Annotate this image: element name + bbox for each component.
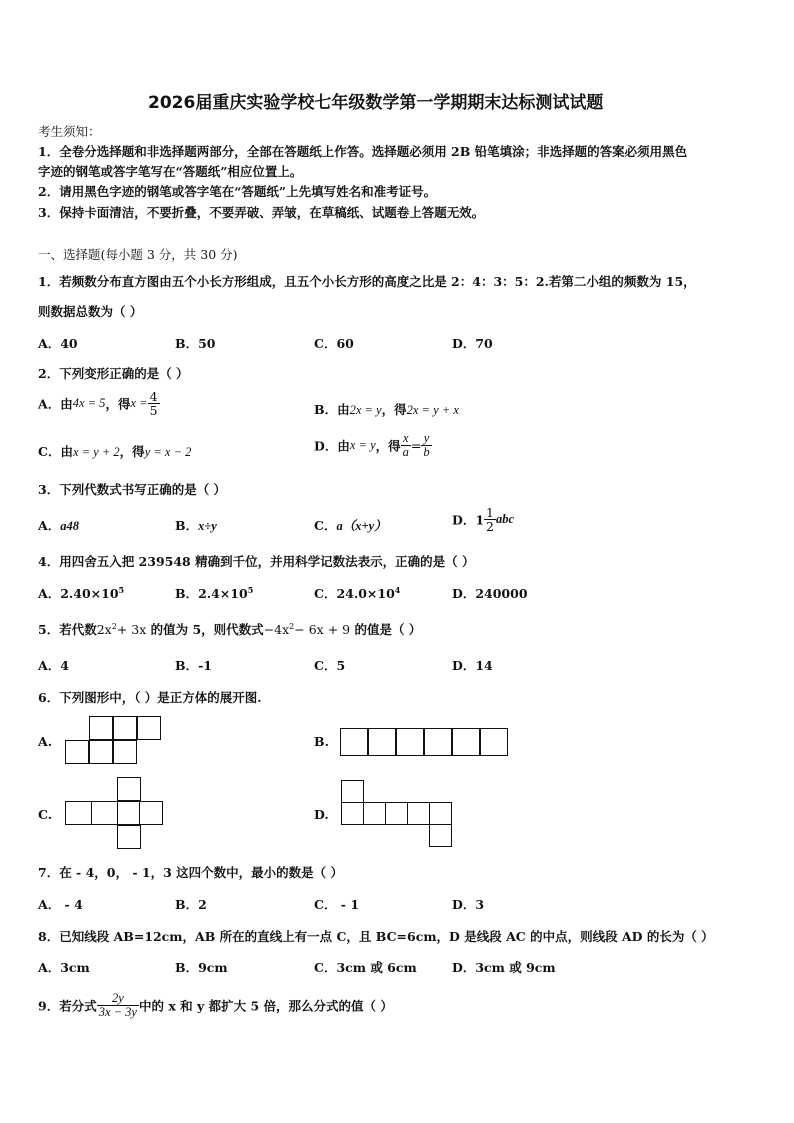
q2-d-num2: y bbox=[421, 432, 431, 446]
q9-pre: 9．若分式 bbox=[38, 998, 97, 1014]
notice-line-3: 3．保持卡面清洁，不要折叠，不要弄破、弄皱，在草稿纸、试题卷上答题无效。 bbox=[38, 205, 485, 220]
q6-option-d-label: D. bbox=[314, 807, 329, 822]
q5-post: 的值是（ ） bbox=[354, 622, 422, 637]
q2-d-eqsign: = bbox=[410, 438, 422, 454]
q3-a-expr: a48 bbox=[60, 519, 79, 533]
q5-option-a: A．4 bbox=[38, 658, 69, 673]
q7-option-c: C． - 1 bbox=[314, 897, 360, 912]
q5-text bbox=[38, 620, 421, 638]
q6-net-c bbox=[65, 777, 165, 851]
notice-heading: 考生须知： bbox=[38, 124, 101, 139]
q6-option-b-label: B. bbox=[314, 734, 329, 749]
q2-text: 2．下列变形正确的是（ ） bbox=[38, 366, 189, 381]
net-b-square bbox=[340, 728, 368, 756]
q3-d-expr: abc bbox=[496, 512, 515, 527]
q3-option-b bbox=[175, 516, 217, 534]
q2-d-eq: x = y bbox=[349, 438, 376, 453]
section-heading: 一、选择题(每小题 3 分，共 30 分) bbox=[38, 247, 238, 262]
net-c-square bbox=[65, 801, 93, 825]
q2-a-pre: A．由 bbox=[38, 396, 73, 412]
net-c-square bbox=[117, 777, 141, 801]
q4-text: 4．用四舍五入把 239548 精确到千位，并用科学记数法表示，正确的是（ ） bbox=[38, 554, 475, 569]
q3-d-pre: D．1 bbox=[452, 512, 485, 528]
q4-b-base: B．2.4×10 bbox=[175, 586, 248, 601]
q1-text-b: 则数据总数为（ ） bbox=[38, 304, 143, 319]
notice-line-1a: 1．全卷分选择题和非选择题两部分，全部在答题纸上作答。选择题必须用 2B 铅笔填涂；非选择题的答案必须用黑色 bbox=[38, 144, 688, 159]
q4-a-base: A．2.40×10 bbox=[38, 586, 119, 601]
net-a-square bbox=[89, 740, 113, 764]
net-a-square bbox=[89, 716, 113, 740]
net-d-square bbox=[363, 802, 386, 825]
notice-line-1b: 字迹的钢笔或答字笔写在“答题纸”相应位置上。 bbox=[38, 164, 303, 179]
q4-option-b bbox=[175, 584, 253, 602]
q1-option-b: B．50 bbox=[175, 336, 216, 351]
net-d-square bbox=[385, 802, 408, 825]
q1-option-a: A．40 bbox=[38, 336, 78, 351]
notice-line-2: 2．请用黑色字迹的钢笔或答字笔在“答题纸”上先填写姓名和准考证号。 bbox=[38, 184, 437, 199]
q8-text: 8．已知线段 AB=12cm，AB 所在的直线上有一点 C，且 BC=6cm，D 是线段 AC 的中点，则线段 AD 的长为（ ） bbox=[38, 929, 714, 944]
q5-mid: 的值为 5，则代数式 bbox=[150, 622, 264, 637]
q2-a-mid: ，得 bbox=[105, 396, 131, 412]
q5-option-d: D．14 bbox=[452, 658, 493, 673]
net-a-square bbox=[113, 716, 137, 740]
q2-b-eq: 2x = y bbox=[349, 403, 382, 417]
q4-option-d: D．240000 bbox=[452, 586, 528, 601]
q2-option-a bbox=[38, 390, 160, 417]
q7-option-b: B．2 bbox=[175, 897, 207, 912]
q9-num: 2y bbox=[97, 992, 139, 1006]
q2-c-pre: C．由 bbox=[38, 444, 73, 459]
q2-option-b bbox=[314, 400, 459, 418]
net-a-square bbox=[137, 716, 161, 740]
q3-option-d bbox=[452, 506, 514, 533]
q2-b-mid: ，得 bbox=[381, 402, 407, 417]
q6-net-d bbox=[341, 780, 456, 850]
q2-a-x: x = bbox=[130, 396, 148, 411]
q2-c-eq: x = y + 2 bbox=[72, 445, 120, 459]
q1-option-d: D．70 bbox=[452, 336, 493, 351]
q5-option-c: C．5 bbox=[314, 658, 346, 673]
q3-option-a bbox=[38, 516, 79, 534]
q8-option-c: C．3cm 或 6cm bbox=[314, 960, 417, 975]
q1-text-a: 1．若频数分布直方图由五个小长方形组成，且五个小长方形的高度之比是 2：4：3：5：2.若第二小组的频数为 15， bbox=[38, 274, 696, 289]
net-c-square bbox=[117, 801, 141, 825]
net-a-square bbox=[65, 740, 89, 764]
q4-c-exp: 4 bbox=[394, 584, 401, 595]
q4-b-exp: 5 bbox=[247, 584, 254, 595]
q5-expr1: $2x^2+ 3x$ bbox=[96, 621, 147, 637]
q7-option-d: D．3 bbox=[452, 897, 485, 912]
q4-option-c bbox=[314, 584, 400, 602]
net-b-square bbox=[424, 728, 452, 756]
q2-d-pre: D．由 bbox=[314, 438, 350, 454]
q5-option-b: B．-1 bbox=[175, 658, 212, 673]
q3-b-pre: B． bbox=[175, 518, 199, 533]
net-b-square bbox=[452, 728, 480, 756]
q5-pre: 5．若代数 bbox=[38, 622, 97, 637]
net-d-square bbox=[341, 780, 364, 803]
q3-a-pre: A． bbox=[38, 518, 61, 533]
q9-post: 中的 x 和 y 都扩大 5 倍，那么分式的值（ ） bbox=[138, 998, 393, 1014]
q6-text: 6．下列图形中，（ ）是正方体的展开图. bbox=[38, 690, 262, 705]
q1-option-c: C．60 bbox=[314, 336, 354, 351]
q9-den: 3x − 3y bbox=[98, 1005, 137, 1020]
q2-b-pre: B．由 bbox=[314, 402, 350, 417]
q8-option-a: A．3cm bbox=[38, 960, 90, 975]
q7-option-a: A． - 4 bbox=[38, 897, 83, 912]
net-c-square bbox=[91, 801, 119, 825]
q2-a-den: 5 bbox=[149, 403, 158, 419]
q3-b-expr: x÷y bbox=[198, 519, 217, 533]
net-b-square bbox=[368, 728, 396, 756]
net-a-square bbox=[113, 740, 137, 764]
q2-a-eq: 4x = 5 bbox=[72, 396, 106, 411]
q8-option-d: D．3cm 或 9cm bbox=[452, 960, 556, 975]
q2-d-den1: a bbox=[402, 445, 409, 460]
net-b-square bbox=[396, 728, 424, 756]
q3-c-pre: C． bbox=[314, 518, 337, 533]
q3-c-expr: a（x+y） bbox=[336, 519, 387, 533]
net-d-square bbox=[341, 802, 364, 825]
q2-b-res: 2x = y + x bbox=[406, 403, 459, 417]
q4-option-a bbox=[38, 584, 124, 602]
q7-text: 7．在 - 4，0， - 1，3 这四个数中，最小的数是（ ） bbox=[38, 865, 343, 880]
q6-net-b bbox=[340, 728, 510, 758]
q3-option-c bbox=[314, 516, 387, 534]
net-d-square bbox=[429, 802, 452, 825]
q2-d-mid: ，得 bbox=[375, 438, 401, 454]
net-d-square bbox=[429, 824, 452, 847]
q2-option-c bbox=[38, 442, 191, 460]
q3-text: 3．下列代数式书写正确的是（ ） bbox=[38, 482, 227, 497]
q4-c-base: C．24.0×10 bbox=[314, 586, 395, 601]
q9-text bbox=[38, 992, 393, 1019]
q6-option-c-label: C. bbox=[38, 807, 53, 822]
q2-a-num: 4 bbox=[149, 389, 158, 404]
q2-d-num1: x bbox=[401, 432, 411, 446]
page-title: 2026届重庆实验学校七年级数学第一学期期末达标测试试题 bbox=[148, 93, 604, 113]
net-b-square bbox=[480, 728, 508, 756]
q5-expr2: $-4x^2- 6x + 9$ bbox=[263, 621, 351, 637]
q2-c-res: y = x − 2 bbox=[144, 445, 192, 459]
q8-option-b: B．9cm bbox=[175, 960, 228, 975]
net-d-square bbox=[407, 802, 430, 825]
q2-d-den2: b bbox=[423, 445, 430, 460]
q2-c-mid: ，得 bbox=[119, 444, 145, 459]
q3-d-den: 2 bbox=[486, 519, 494, 535]
q4-a-exp: 5 bbox=[118, 584, 125, 595]
net-c-square bbox=[139, 801, 163, 825]
q6-option-a-label: A. bbox=[38, 734, 53, 749]
q3-d-num: 1 bbox=[486, 505, 494, 520]
q2-option-d bbox=[314, 432, 432, 459]
q6-net-a bbox=[65, 716, 165, 768]
net-c-square bbox=[117, 825, 141, 849]
